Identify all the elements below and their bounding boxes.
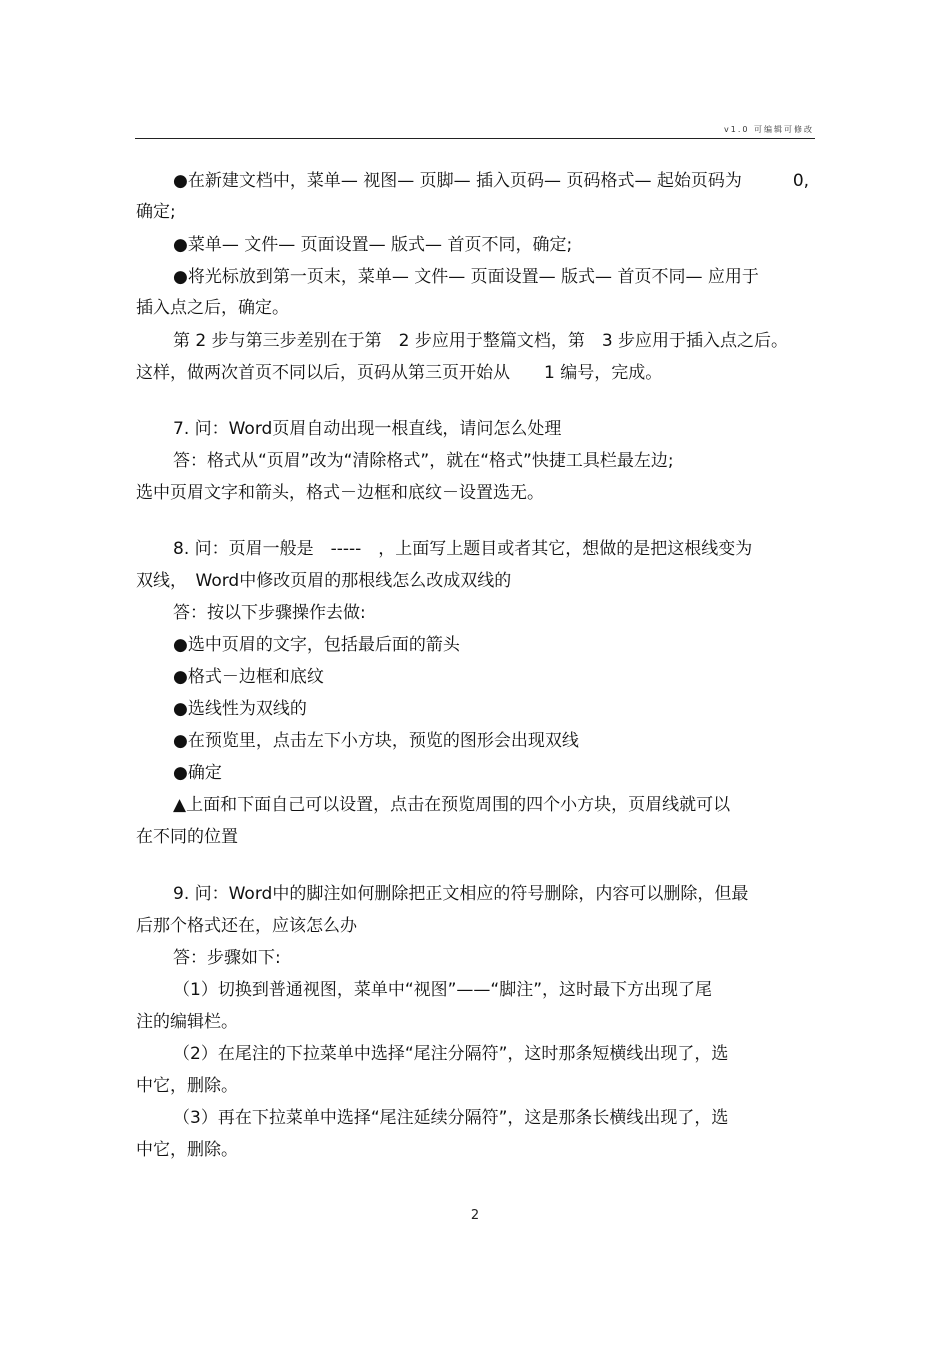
paragraph-line: ●将光标放到第一页末，菜单— 文件— 页面设置— 版式— 首页不同— 应用于 — [173, 267, 759, 287]
question-heading: 7. 问：Word页眉自动出现一根直线，请问怎么处理 — [173, 419, 562, 439]
list-item: （2）在尾注的下拉菜单中选择“尾注分隔符”，这时那条短横线出现了，选 — [173, 1044, 729, 1064]
paragraph-line: 注的编辑栏。 — [136, 1012, 238, 1032]
paragraph-line: ●菜单— 文件— 页面设置— 版式— 首页不同，确定; — [173, 235, 573, 255]
paragraph-line: 答：按以下步骤操作去做: — [173, 603, 366, 623]
paragraph-line: ●在新建文档中，菜单— 视图— 页脚— 插入页码— 页码格式— 起始页码为 0, — [173, 171, 810, 191]
header-rule — [135, 138, 815, 139]
list-item: ●格式－边框和底纹 — [173, 667, 324, 687]
paragraph-line: 这样，做两次首页不同以后，页码从第三页开始从 1 编号，完成。 — [136, 363, 663, 383]
paragraph-line: 在不同的位置 — [136, 827, 238, 847]
paragraph-line: 第 2 步与第三步差别在于第 2 步应用于整篇文档，第 3 步应用于插入点之后。 — [173, 331, 789, 351]
list-item: （1）切换到普通视图，菜单中“视图”——“脚注”，这时最下方出现了尾 — [173, 980, 713, 1000]
paragraph-line: 双线， Word中修改页眉的那根线怎么改成双线的 — [136, 571, 512, 591]
paragraph-line: 中它，删除。 — [136, 1140, 238, 1160]
question-heading: 8. 问：页眉一般是 ----- ，上面写上题目或者其它，想做的是把这根线变为 — [173, 539, 753, 559]
list-item: ●确定 — [173, 763, 222, 783]
paragraph-line: 确定; — [136, 202, 176, 222]
paragraph-line: 答：格式从“页眉”改为“清除格式”，就在“格式”快捷工具栏最左边; — [173, 451, 674, 471]
paragraph-line: 后那个格式还在，应该怎么办 — [136, 916, 357, 936]
list-item: ●在预览里，点击左下小方块，预览的图形会出现双线 — [173, 731, 579, 751]
version-tag: v1.0 可编辑可修改 — [724, 125, 814, 134]
paragraph-line: 选中页眉文字和箭头，格式－边框和底纹－设置选无。 — [136, 483, 544, 503]
question-heading: 9. 问：Word中的脚注如何删除把正文相应的符号删除，内容可以删除，但最 — [173, 884, 749, 904]
list-item: （3）再在下拉菜单中选择“尾注延续分隔符”，这是那条长横线出现了，选 — [173, 1108, 729, 1128]
list-item: ●选中页眉的文字，包括最后面的箭头 — [173, 635, 460, 655]
page-number: 2 — [470, 1208, 480, 1223]
note-line: ▲上面和下面自己可以设置，点击在预览周围的四个小方块，页眉线就可以 — [173, 795, 731, 815]
paragraph-line: 中它，删除。 — [136, 1076, 238, 1096]
paragraph-line: 插入点之后，确定。 — [136, 298, 289, 318]
paragraph-line: 答：步骤如下: — [173, 948, 281, 968]
list-item: ●选线性为双线的 — [173, 699, 307, 719]
